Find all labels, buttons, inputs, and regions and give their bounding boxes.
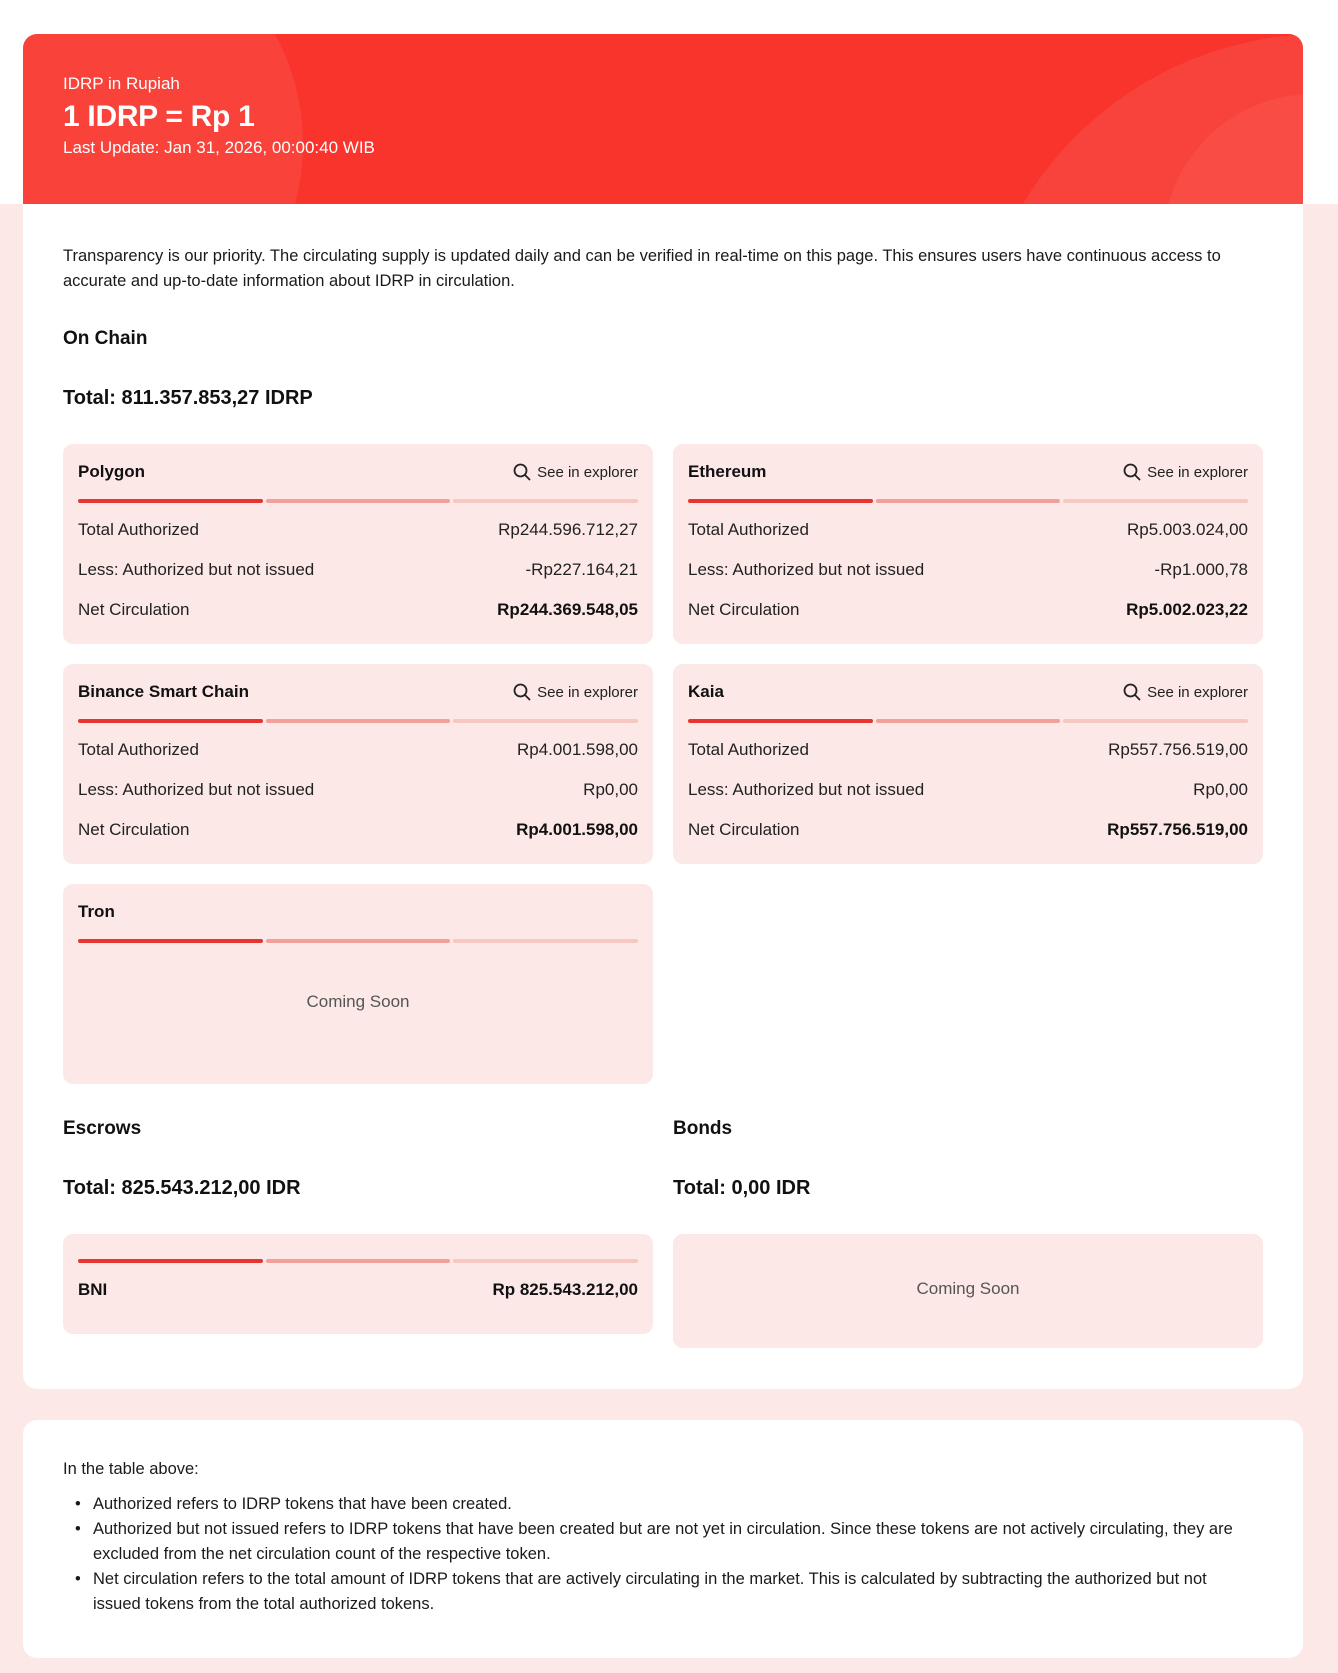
chain-card-kaia: [673, 664, 1263, 864]
bonds-title: Bonds: [673, 1118, 733, 1139]
coming-soon-text: Coming Soon: [916, 1279, 1020, 1298]
escrows-total: Total: 825.543.212,00 IDR: [63, 1177, 301, 1199]
row-value: Rp244.369.548,05: [497, 600, 638, 619]
row-value: Rp4.001.598,00: [516, 820, 638, 839]
net-circulation-row: [78, 598, 638, 622]
total-authorized-row: [78, 738, 638, 762]
row-value: Rp557.756.519,00: [1108, 740, 1248, 759]
total-authorized-row: [688, 738, 1248, 762]
on-chain-title: On Chain: [63, 328, 148, 349]
escrow-amount: Rp 825.543.212,00: [492, 1280, 638, 1299]
hero-label: IDRP in Rupiah: [63, 74, 180, 93]
net-circulation-row: [78, 818, 638, 842]
row-label: Less: Authorized but not issued: [688, 560, 925, 579]
total-authorized-row: [688, 518, 1248, 542]
row-label: Less: Authorized but not issued: [688, 780, 925, 799]
chain-card-polygon: [63, 444, 653, 644]
row-value: Rp0,00: [1193, 780, 1248, 799]
row-label: Net Circulation: [78, 820, 190, 839]
escrow-card-bni: [63, 1234, 653, 1334]
row-value: -Rp227.164,21: [525, 560, 638, 579]
row-label: Total Authorized: [688, 740, 809, 759]
not-issued-row: [78, 558, 638, 582]
list-item: • Net circulation refers to the total amount of IDRP tokens that are actively circulating in the market. This is calculated by subtracting the authorized but not issued tokens from the total authorized tokens.: [63, 1567, 1243, 1617]
row-label: Net Circulation: [688, 820, 800, 839]
search-icon: [513, 463, 531, 481]
row-value: Rp0,00: [583, 780, 638, 799]
chain-name: Binance Smart Chain: [78, 682, 249, 701]
notes-intro: In the table above:: [63, 1460, 199, 1478]
progress-bars: [78, 1259, 638, 1263]
bonds-total: Total: 0,00 IDR: [673, 1177, 811, 1199]
row-label: Total Authorized: [78, 520, 199, 539]
row-value: Rp5.003.024,00: [1127, 520, 1248, 539]
progress-bars: [78, 939, 638, 943]
not-issued-row: [688, 558, 1248, 582]
search-icon: [1123, 463, 1141, 481]
row-value: Rp244.596.712,27: [498, 520, 638, 539]
chain-card-bsc: [63, 664, 653, 864]
chain-card-ethereum: [673, 444, 1263, 644]
progress-bars: [688, 499, 1248, 503]
intro-text: Transparency is our priority. The circulating supply is updated daily and can be verified in real-time on this page. This ensures users have continuous access to accurate and up-to-date information about IDRP in circulation.: [63, 247, 1221, 290]
explorer-label: See in explorer: [1147, 683, 1248, 701]
coming-soon-text: Coming Soon: [306, 992, 410, 1011]
see-in-explorer-link[interactable]: [1123, 463, 1248, 481]
bank-name: BNI: [78, 1280, 108, 1299]
row-label: Total Authorized: [688, 520, 809, 539]
supply-card: [23, 204, 1303, 1389]
progress-bars: [78, 499, 638, 503]
escrow-row: [78, 1278, 638, 1302]
chain-name: Polygon: [78, 462, 146, 481]
exchange-rate: 1 IDRP = Rp 1: [63, 100, 255, 133]
total-authorized-row: [78, 518, 638, 542]
not-issued-row: [688, 778, 1248, 802]
net-circulation-row: [688, 598, 1248, 622]
list-item: • Authorized but not issued refers to IDRP tokens that have been created but are not yet in circulation. Since these tokens are not actively circulating, they are excluded from the net circulation count of the respective token.: [63, 1517, 1243, 1567]
notes-card: [23, 1420, 1303, 1658]
progress-bars: [78, 719, 638, 723]
row-label: Less: Authorized but not issued: [78, 560, 315, 579]
row-label: Net Circulation: [78, 600, 190, 619]
escrows-title: Escrows: [63, 1118, 142, 1139]
search-icon: [1123, 683, 1141, 701]
see-in-explorer-link[interactable]: [513, 463, 638, 481]
list-item: • Authorized refers to IDRP tokens that have been created.: [63, 1492, 1243, 1517]
row-label: Net Circulation: [688, 600, 800, 619]
notes-list: [63, 1492, 1243, 1617]
search-icon: [513, 683, 531, 701]
net-circulation-row: [688, 818, 1248, 842]
explorer-label: See in explorer: [537, 683, 638, 701]
row-value: Rp5.002.023,22: [1126, 600, 1248, 619]
chain-name: Kaia: [688, 682, 724, 701]
progress-bars: [688, 719, 1248, 723]
chain-name: Tron: [78, 902, 115, 921]
chain-name: Ethereum: [688, 462, 767, 481]
chain-card-tron: [63, 884, 653, 1084]
bonds-card: [673, 1234, 1263, 1348]
hero-banner: [23, 34, 1303, 204]
see-in-explorer-link[interactable]: [1123, 683, 1248, 701]
row-value: -Rp1.000,78: [1154, 560, 1248, 579]
row-label: Total Authorized: [78, 740, 199, 759]
see-in-explorer-link[interactable]: [513, 683, 638, 701]
explorer-label: See in explorer: [1147, 463, 1248, 481]
last-update: Last Update: Jan 31, 2026, 00:00:40 WIB: [63, 138, 375, 157]
hero-text: [63, 74, 375, 158]
row-label: Less: Authorized but not issued: [78, 780, 315, 799]
row-value: Rp557.756.519,00: [1107, 820, 1248, 839]
row-value: Rp4.001.598,00: [517, 740, 638, 759]
on-chain-total: Total: 811.357.853,27 IDRP: [63, 387, 313, 409]
explorer-label: See in explorer: [537, 463, 638, 481]
not-issued-row: [78, 778, 638, 802]
